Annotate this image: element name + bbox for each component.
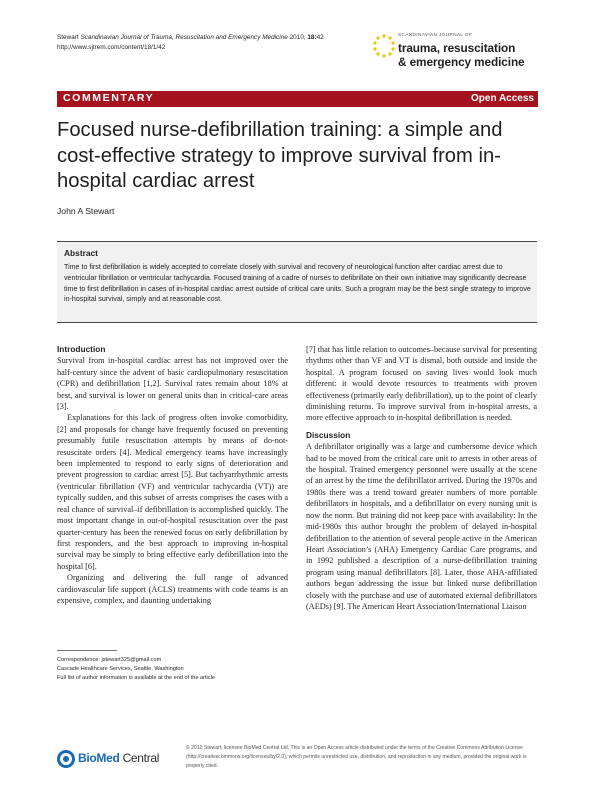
journal-logo-stars-icon xyxy=(372,33,396,73)
body-column-right xyxy=(306,344,537,612)
abstract-text: Time to first defibrillation is widely accepted to correlate closely with survival and recovery of neurological function after cardiac arrest due to ventricular fibrillation or ventricular tachycardia. Focused training of a cadre of nurses to defibrillate on their own initiative may significantly decrease time to first defibrillation in cases of in-hospital cardiac arrest outside of critical care units. Such a program may be the best single strategy to improve in-hospital survival, simply and at reasonable cost. xyxy=(64,263,531,304)
intro-paragraph-3: Organizing and delivering the full range of advanced cardiovascular life support (ACLS) treatments with code teams is an expensive, complex, and daunting undertaking xyxy=(57,573,288,605)
biomed-central-logo[interactable] xyxy=(57,749,160,769)
discussion-paragraph-1: A defibrillator originally was a large and cumbersome device which had to be moved from the critical care unit to arrests in other areas of the hospital. Trained emergency personnel were usually at the scene of an arrest by the time the defibrillator arrived. During the 1970s and 1980s there was a trend toward greater numbers of more portable defibrillators in hospitals, and a defibrillator on every nursing unit is now the norm. But training did not keep pace with availability: In the mid-1980s this author brought the problem of delayed in-hospital defibrillation to the attention of several people active in the American Heart Association’s (AHA) Emergency Cardiac Care programs, and in 1992 published a description of a nurse-defibrillation training program using manual defibrillators [8]. Later, those AHA-affiliated authors began addressing the issue but linked nurse defibrillation closely with the purchase and use of automated external defibrillators (AEDs) [9]. The American Heart Association/International Liaison xyxy=(306,442,537,611)
introduction-heading: Introduction xyxy=(57,344,106,354)
article-author: John A Stewart xyxy=(57,206,115,216)
article-url[interactable]: http://www.sjtrem.com/content/18/1/42 xyxy=(57,44,166,51)
citation-line xyxy=(57,33,387,43)
biomed-central-circle-icon xyxy=(57,750,75,768)
body-column-left xyxy=(57,344,288,606)
affiliation-note: Cascade Healthcare Services, Seattle, Washington xyxy=(57,666,184,673)
abstract-box xyxy=(57,241,537,323)
citation-year: 2010, xyxy=(289,34,306,41)
journal-logo-small: SCANDINAVIAN JOURNAL OF xyxy=(398,33,473,38)
intro-paragraph-continued: [7] that has little relation to outcomes–because survival for presenting rhythms other than VF and VT is dismal, both outside and inside the hospital. A program focused on saving lives would look much different: it would devote resources to treatments with proven effectiveness (primarily early defibrillation), up to the point of clearly diminishing returns. To improve survival from in-hospital arrests, a more effective approach to in-hospital defibrillation is needed. xyxy=(306,345,537,423)
open-access-label: Open Access xyxy=(471,92,534,104)
journal-logo-line2: & emergency medicine xyxy=(398,55,525,69)
citation-author: Stewart xyxy=(57,34,79,41)
citation-header xyxy=(57,33,387,53)
citation-journal: Scandinavian Journal of Trauma, Resuscitation and Emergency Medicine xyxy=(80,34,288,41)
abstract-heading: Abstract xyxy=(64,248,98,258)
discussion-heading: Discussion xyxy=(306,429,351,440)
article-title: Focused nurse-defibrillation training: a simple and cost-effective strategy to improve survival from in-hospital cardiac arrest xyxy=(57,119,503,192)
article-type-banner xyxy=(57,91,538,107)
correspondence-note[interactable]: Correspondence: jstewart325@gmail.com xyxy=(57,657,162,663)
biomed-central-wordmark: BioMed Central xyxy=(78,751,160,765)
footnote-divider xyxy=(57,650,117,651)
article-type: COMMENTARY xyxy=(63,92,155,104)
journal-logo-line1: trauma, resuscitation xyxy=(398,41,516,55)
journal-logo xyxy=(372,33,542,75)
license-text: © 2010 Stewart; licensee BioMed Central Ltd. This is an Open Access article distributed under the terms of the Creative Commons Attribution License (http://creativecommons.org/licenses/by/2.0), which permits unrestricted use, distribution, and reproduction in any medium, provided the original work is properly cited. xyxy=(186,745,527,769)
citation-page: 42 xyxy=(316,34,324,41)
citation-issue: 18: xyxy=(307,34,317,41)
footnotes xyxy=(57,656,297,684)
intro-paragraph-1: Survival from in-hospital cardiac arrest has not improved over the half-century since the advent of basic cardiopulmonary resuscitation (CPR) and defibrillation [1,2]. Survival rates remain about 18% at best, and survival is lower on general units than in critical-care areas [3]. xyxy=(57,356,288,412)
intro-paragraph-2: Explanations for this lack of progress often invoke comorbidity, [2] and proposals for change have frequently focused on preventing presumably futile resuscitation attempts by means of do-not-resuscitate orders [4]. Medical emergency teams have increasingly been implemented to respond to early signs of deterioration and prevent progression to cardiac arrest [5]. But tachyarrhythmic arrests (ventricular fibrillation (VF) and ventricular tachycardia (VT)) are typically sudden, and this subset of arrests comprises the cases with a real chance of survival–if defibrillation is accomplished quickly. The most important change in out-of-hospital resuscitation over the past quarter-century has been the renewed focus on early defibrillation by first responders, and the best approach to improving in-hospital survival may be simply to bring effective early defibrillation into the hospital [6]. xyxy=(57,413,288,571)
author-info-note: Full list of author information is available at the end of the article xyxy=(57,675,215,682)
